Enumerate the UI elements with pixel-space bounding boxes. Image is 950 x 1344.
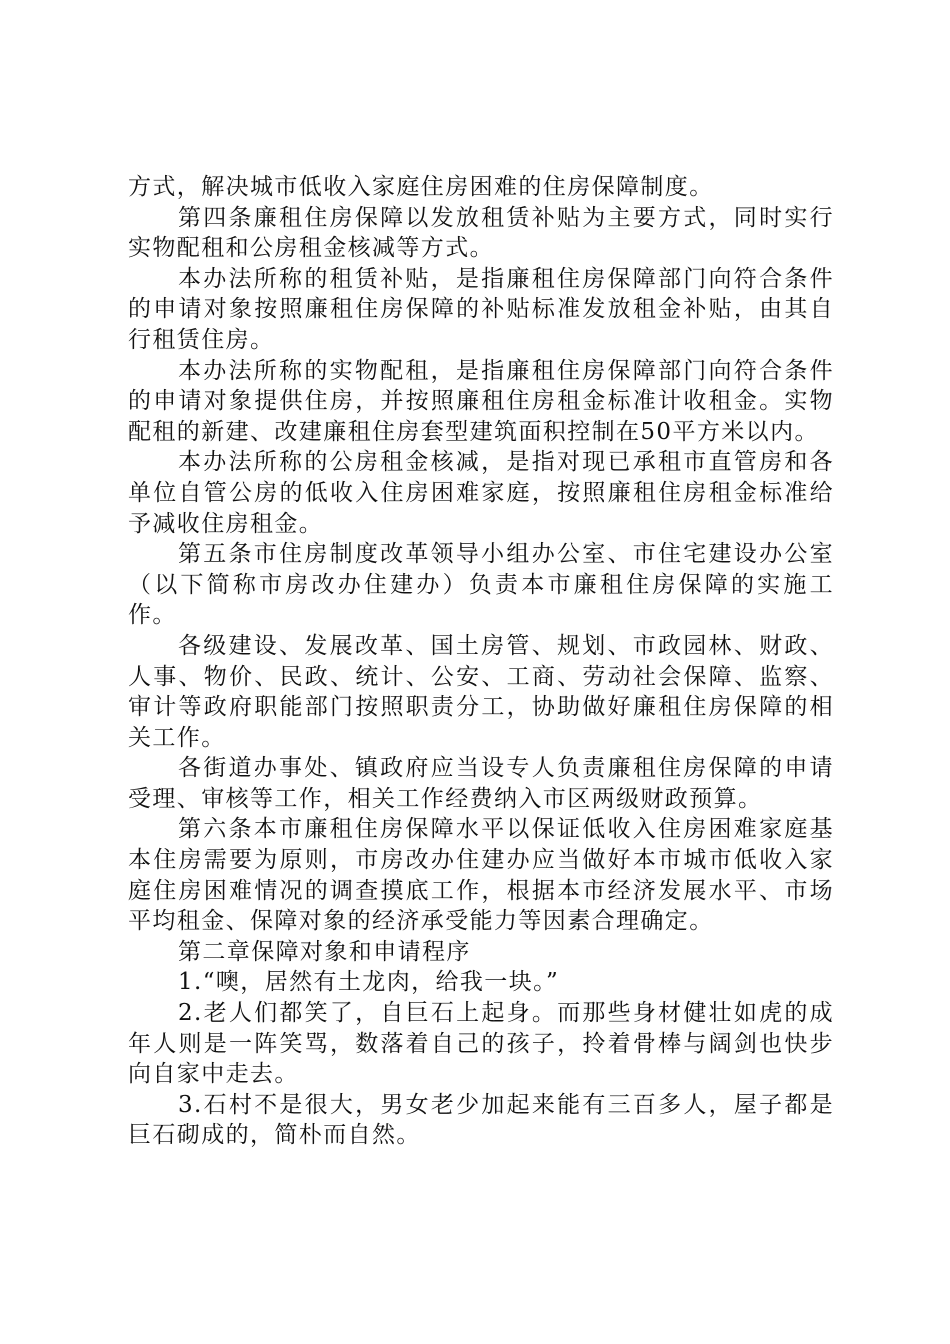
paragraph-2: 第四条廉租住房保障以发放租赁补贴为主要方式，同时实行实物配租和公房租金核减等方式。	[128, 204, 834, 262]
chapter-heading: 第二章保障对象和申请程序	[178, 938, 471, 965]
list-item-2: 2.老人们都笑了，自巨石上起身。而那些身材健壮如虎的成年人则是一阵笑骂，数落着自己的孩子，拎着骨棒与阔剑也快步向自家中走去。	[128, 1000, 834, 1088]
paragraph-8: 各街道办事处、镇政府应当设专人负责廉租住房保障的申请受理、审核等工作，相关工作经费纳入市区两级财政预算。	[128, 755, 834, 812]
paragraph-1: 方式，解决城市低收入家庭住房困难的住房保障制度。	[128, 174, 714, 200]
paragraph-3: 本办法所称的租赁补贴，是指廉租住房保障部门向符合条件的申请对象按照廉租住房保障的补贴标准发放租金补贴，由其自行租赁住房。	[128, 265, 834, 353]
paragraph-4: 本办法所称的实物配租，是指廉租住房保障部门向符合条件的申请对象提供住房，并按照廉租住房租金标准计收租金。实物配租的新建、改建廉租住房套型建筑面积控制在50平方米以内。	[128, 357, 834, 445]
list-item-1: 1.“噢，居然有土龙肉，给我一块。”	[178, 969, 560, 996]
paragraph-5: 本办法所称的公房租金核减，是指对现已承租市直管房和各单位自管公房的低收入住房困难家庭，按照廉租住房租金标准给予减收住房租金。	[128, 449, 834, 537]
list-item-3: 3.石村不是很大，男女老少加起来能有三百多人，屋子都是巨石砌成的，简朴而自然。	[128, 1091, 834, 1149]
paragraph-6: 第五条市住房制度改革领导小组办公室、市住宅建设办公室（以下简称市房改办住建办）负责本市廉租住房保障的实施工作。	[128, 541, 834, 629]
paragraph-9: 第六条本市廉租住房保障水平以保证低收入住房困难家庭基本住房需要为原则，市房改办住建办应当做好本市城市低收入家庭住房困难情况的调查摸底工作，根据本市经济发展水平、市场平均租金、保障对象的经济承受能力等因素合理确定。	[128, 816, 834, 935]
document-body	[128, 172, 834, 1151]
paragraph-7: 各级建设、发展改革、国土房管、规划、市政园林、财政、人事、物价、民政、统计、公安、工商、劳动社会保障、监察、审计等政府职能部门按照职责分工，协助做好廉租住房保障的相关工作。	[128, 632, 834, 751]
